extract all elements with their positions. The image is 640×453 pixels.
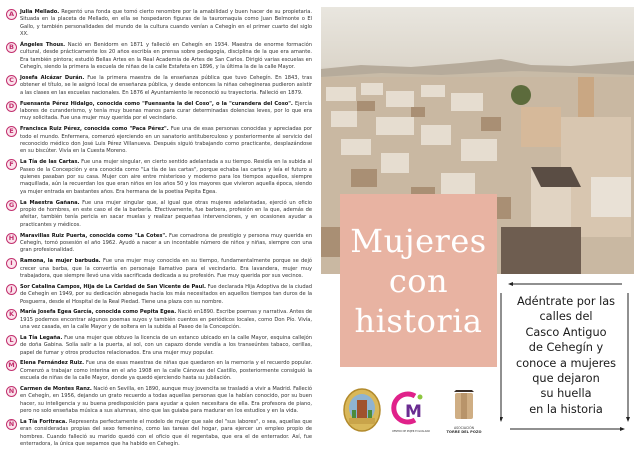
sponsor-logos (343, 388, 493, 438)
entry-text: Regentó una fonda que tomó cierto renombre por la amabilidad y buen hacer de su propietaria. Situada en la placeta de Mellado, en ella se hospedaron figuras de la tauromaquia como Juan Belmonte o El Gallo, y también personalidades del mundo de la cultura cuando venían a Cehegín en el primer cuarto del siglo XX. (20, 9, 313, 38)
letter-badge: C (6, 75, 17, 86)
letter-badge: A (6, 9, 17, 20)
entry-text: Representa perfectamente el modelo de mujer que sale del "sus labores", o sea, aquellas que eran consideradas propias del sexo femenino, como las tareas del hogar, para ejercer un empleo propio de hombres. Cuando falleció su marido quedó con el oficio que él regentaba, que era el de enterrador. Así, fue enterradora, la única que sepamos que ha habido en Cehegín. (20, 418, 312, 448)
entry-text: Fue una mujer singular, en cierto sentido adelantada a su tiempo. Residía en la subida al Paseo de la Concepción y era conocida como "La tía de las cartas", porque echaba las cartas y leía el futuro a quienes pasaban por su casa. Mujer con aire entre misterioso y moderno para los tiempos aquellos, siempre maquillada, aún la recuerdan los que eran niños en los años 50 y los mayores que vivieron aquella época, siendo ya mujer entrada en bastantes años. Era hermana de la poetisa Pepita Egea. (20, 159, 312, 195)
letter-badge: H (6, 233, 17, 244)
entry-l (6, 335, 312, 357)
entry-name: Fuensanta Pérez Hidalgo, conocida como "Fuensanta la del Coso", o la "curandera del Coso". (20, 100, 293, 107)
cmi-logo (391, 390, 431, 436)
entry-c (6, 75, 312, 97)
entry-name: Maravillas Ruiz Puerta, conocida como "La Cotes". (20, 232, 167, 239)
entry-g (6, 200, 312, 230)
entry-e (6, 126, 312, 156)
cmi-caption: CENTRO DE MUJER E IGUALDAD (391, 430, 431, 433)
entry-text: Nació en Sevilla, en 1890, aunque muy jovencita se trasladó a vivir a Madrid. Falleció en Cehegín, en 1956, dejando un grato recuerdo a todas aquellas personas que la habían conocido, por su buen hacer, su inteligencia y su buena predisposición para ayudar a quien necesitara de ella. Era profesora de piano, pero no solo enseñaba música a sus alumnas, sino que las guiaba para madurar en los estudios y en la vida. (20, 385, 313, 415)
entry-name: La Tía Foritraca. (20, 418, 68, 425)
cehegin-coat-of-arms-logo (343, 388, 381, 432)
entry-name: La Tía Legaña. (20, 334, 63, 341)
slogan-box (500, 282, 632, 432)
letter-badge: B (6, 42, 17, 53)
entry-text: Fue comadrona de prestigio y persona muy querida en Cehegín, tomó posesión el año 1962. Ayudó a nacer a un incontable número de niños y niñas, siempre con una gran profesionalidad. (20, 232, 312, 254)
torre-del-pozo-label: TORRE DEL POZO (446, 430, 482, 434)
entry-text: Fue una de esas personas conocidas y apreciadas por todo el mundo. Enfermera, comenzó ejerciendo en un sanatorio antituberculoso y posteriormente al servicio del reconocido médico don José Luis Pérez Villanueva. Después siguió trabajando como practicante, desplazándose en su biscúter. Vivía en la Cuesta Moreno. (20, 126, 312, 155)
entry-text: Fue una mujer singular que, al igual que otras mujeres adelantadas, ejerció un oficio propio de hombres, en este caso el de la barbería. Efectivamente, fue barbera, profesión en la que, además de afeitar, también tenía pericia en sacar muelas y realizar pequeñas intervenciones, y en ocasiones ayudar a practicantes y médicos. (20, 199, 312, 228)
entry-name: María Josefa Egea García, conocida como Pepita Egea. (20, 309, 177, 316)
slogan-line: su huella (540, 387, 592, 401)
letter-badge: E (6, 126, 17, 137)
torre-del-pozo-logo (439, 388, 489, 436)
entry-text: Fue una mujer muy conocida en su tiempo, fundamentalmente porque se dejó crecer una barba, que la convertía en personaje llamativo para el vecindario. Era lavandera, mujer muy trabajadora, que siempre llevó una vida sacrificada dedicada a su profesión. Fue muy querida por sus vecinos. (20, 258, 312, 279)
entry-name: Elena Fernández Ruiz. (20, 360, 85, 367)
entry-n (6, 386, 312, 416)
title-line: historia (354, 301, 483, 340)
entry-name: Francisca Ruiz Pérez, conocida como "Paca Pérez". (20, 126, 169, 133)
letter-badge: K (6, 309, 17, 320)
title-line: Mujeres (350, 221, 487, 260)
entry-name: La Tía de las Cartas. (20, 159, 80, 166)
entry-h (6, 233, 312, 255)
letter-badge: J (6, 284, 17, 295)
entries-list (6, 9, 312, 452)
entry-name: Sor Catalina Campos, Hija de La Caridad de San Vicente de Paul. (20, 283, 206, 290)
svg-text:M: M (405, 402, 422, 422)
slogan-line: de Cehegín y (528, 341, 604, 355)
entry-text: Fue declarada Hija Adoptiva de la ciudad de Cehegín en 1949, por su dedicación abnegada hacia los más necesitados en aquellos tiempos tan duros de la Posguerra, desde el Hospital de la Real Piedad. Tiene una plaza con su nombre. (20, 283, 312, 305)
entry-m (6, 360, 312, 382)
entry-text: Fue una mujer que obtuvo la licencia de un estanco ubicado en la calle Mayor, esquina callejón de doña Gabina. Solía salir a la puerta, al sol, con un capazo donde vendía a los transeúntes tabaco, cerillas, papel de fumar y otros productos relacionados. Era una mujer muy popular. (20, 334, 312, 356)
entry-k (6, 309, 312, 331)
slogan-line: que dejaron (532, 372, 600, 386)
entry-text: Fue la primera maestra de la enseñanza pública que tuvo Cehegín. En 1843, tras obtener el título, se le asignó local de enseñanza pública, y desde entonces la niñas cehegineras pudieron asistir a las clases en las escuelas nacionales. En 1876 el Ayuntamiento le reconoció su trayectoria. Falleció en 1879. (20, 75, 312, 96)
entry-b (6, 42, 312, 72)
entry-name: Carmen de Montes Ranz. (20, 385, 92, 392)
entry-j (6, 284, 312, 306)
entry-f (6, 159, 312, 196)
slogan-line: Casco Antiguo (525, 325, 607, 339)
entry-name: Julia Mellado. (20, 9, 60, 15)
letter-badge: D (6, 101, 17, 112)
entry-enye (6, 419, 312, 449)
slogan-line: en la historia (529, 402, 603, 416)
letter-badge: L (6, 335, 17, 346)
slogan-line: conoce a mujeres (516, 356, 616, 370)
title-box (340, 194, 497, 367)
entry-a (6, 9, 312, 39)
letter-badge: F (6, 159, 17, 170)
entry-i (6, 258, 312, 280)
entry-name: Ángeles Thous. (20, 42, 66, 48)
slogan-line: calles del (539, 310, 593, 324)
letter-badge: I (6, 258, 17, 269)
entry-d (6, 101, 312, 123)
entry-name: Ramona, la mujer barbuda. (20, 258, 101, 265)
entry-text: Fue una de esas maestras de niñas que quedaron en la memoria y el recuerdo popular. Comenzó a trabajar como interina en el año 1908 en la calle Cánovas del Castillo, posteriormente consiguió la escuela de niñas de la calle Mayor, donde ya quedó ejerciendo hasta su jubilación. (20, 360, 312, 382)
letter-badge: Ñ (6, 419, 17, 430)
entry-name: La Maestra Gañana. (20, 199, 80, 206)
entry-name: Josefa Alcázar Durán. (20, 75, 85, 81)
title-line: con (388, 261, 449, 300)
entry-text: Ejercía labores de curanderismo, y tenía muy buenas manos para curar determinadas dolencias leves, por lo que era muy solicitada. Fue una mujer muy querida por el vecindario. (20, 100, 312, 122)
letter-badge: M (6, 360, 17, 371)
slogan-text (506, 294, 626, 417)
letter-badge: N (6, 386, 17, 397)
entry-text: Nació en Benidorm en 1871 y falleció en Cehegín en 1934. Maestra de enorme formación cultural, desde prácticamente los 20 años escribía en prensa sobre pedagogía, disciplina de la que era amante. Era también pintora; estudió Bellas Artes en la Real Academia de Artes de San Carlos. Dirigió varias escuelas en Cehegín, siendo la primera la escuela de niñas de la calle Estafeta en 1896, y la última la de la calle Mayor. (20, 42, 312, 71)
entry-text: Nació en1890. Escribe poemas y narrativa. Antes de 1915 podemos encontrar algunos poemas suyos y también cuentos en periódicos locales, como Don Pío. Vivía, una vez casada, en la calle Mayor y de soltera en la subida al Paseo de la Concepción. (20, 309, 313, 331)
asociacion-label: ASOCIACIÓN (453, 426, 475, 430)
slogan-line: Adéntrate por las (516, 295, 616, 308)
letter-badge: G (6, 200, 17, 211)
